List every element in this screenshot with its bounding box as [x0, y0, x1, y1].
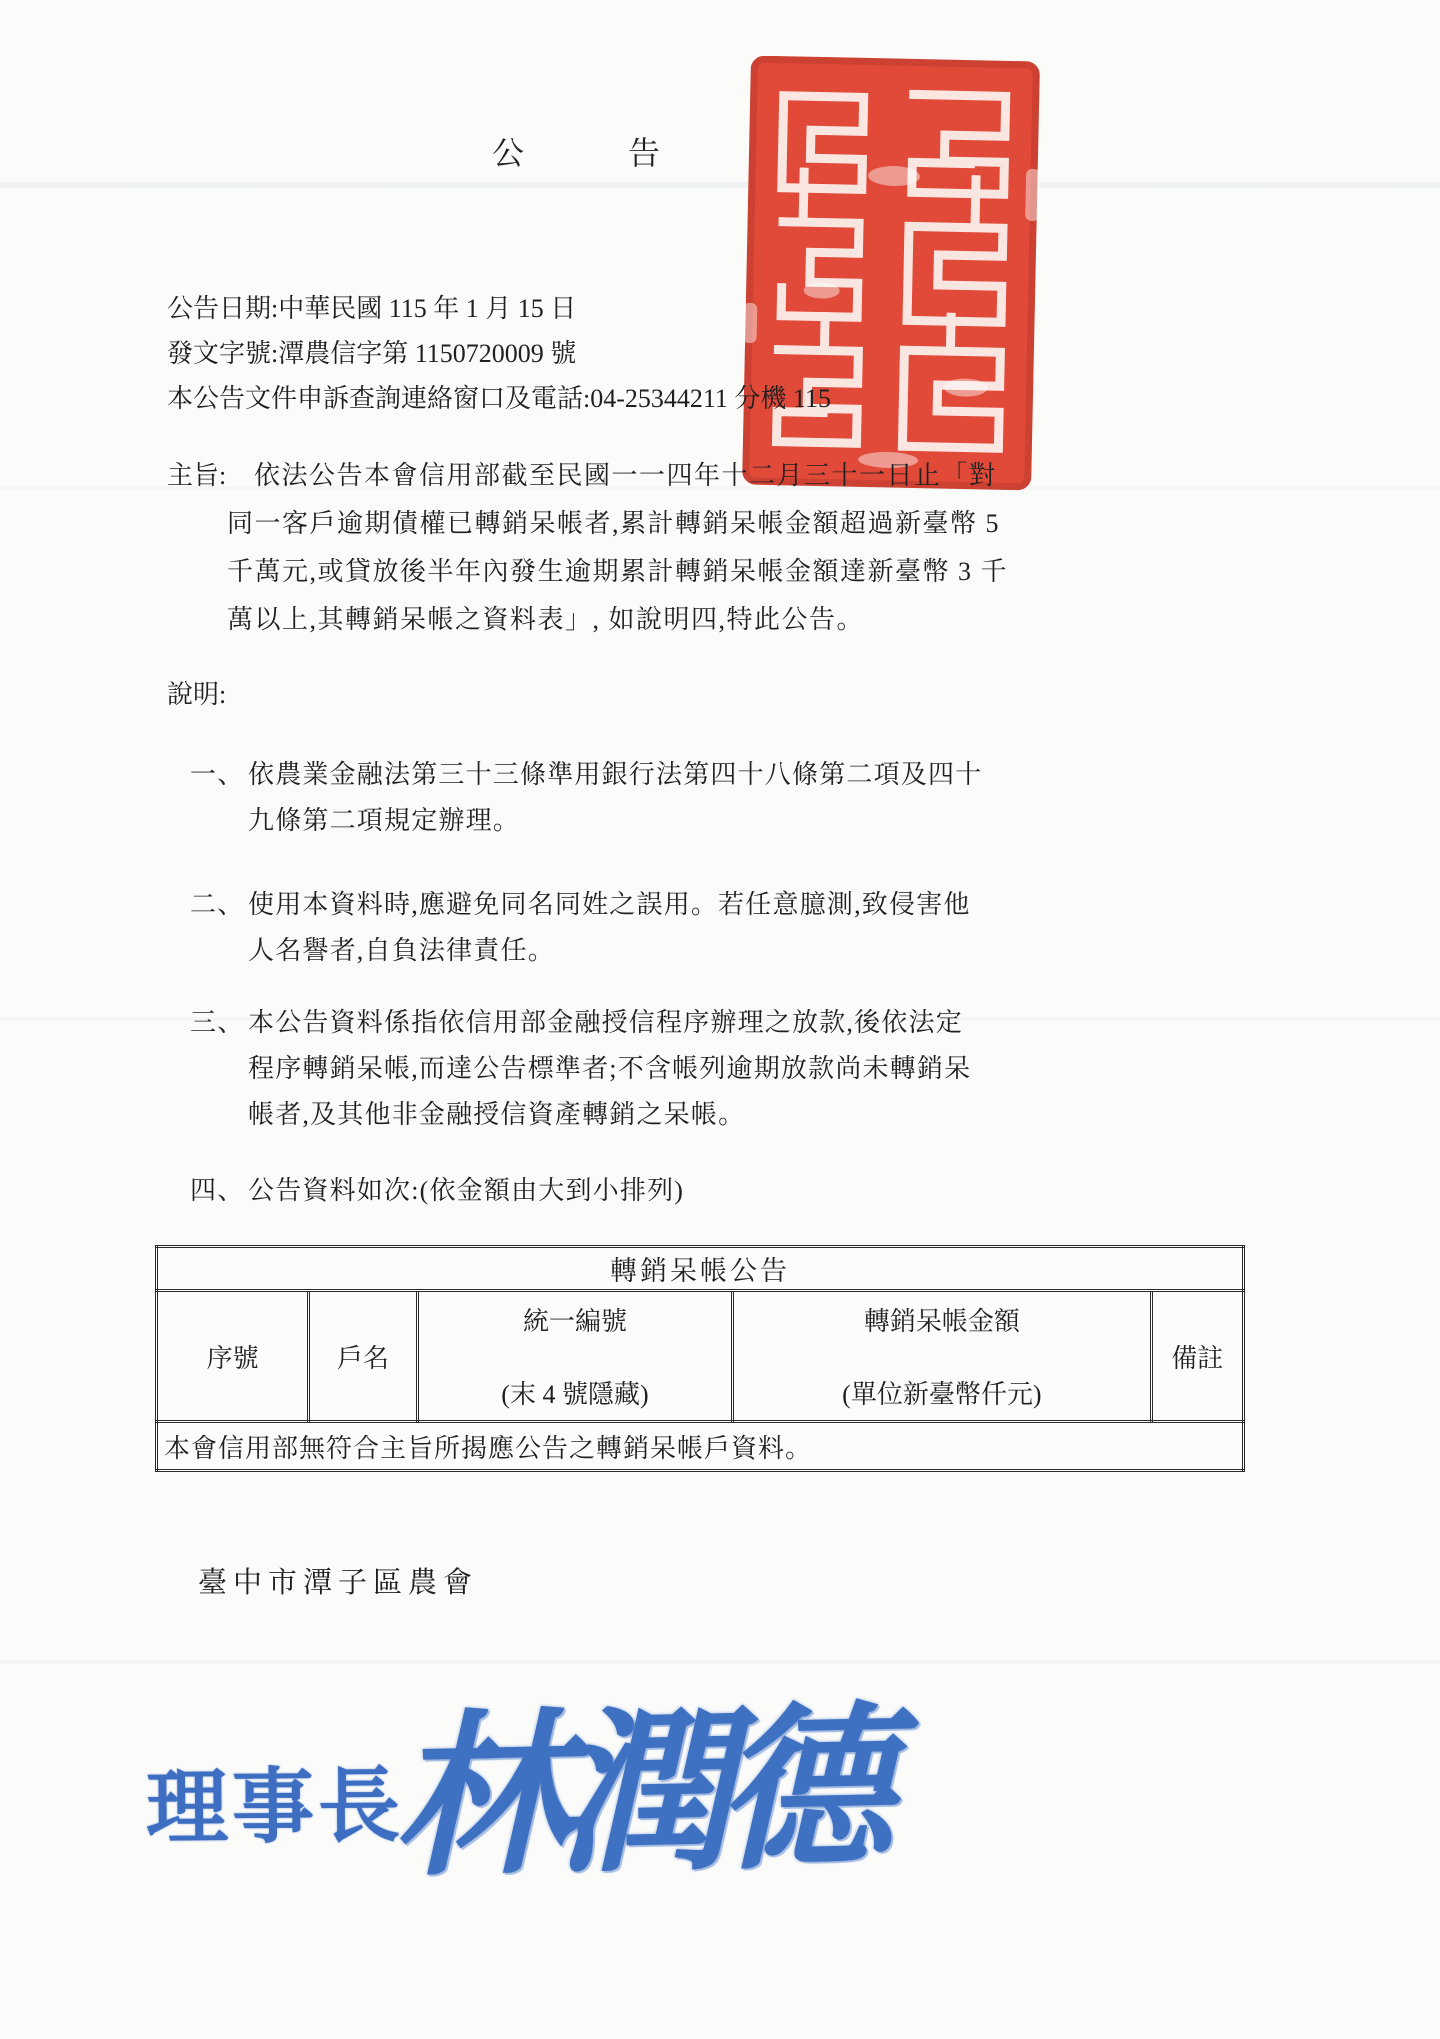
- table-footer-note: 本會信用部無符合主旨所揭應公告之轉銷呆帳戶資料。: [157, 1422, 1244, 1471]
- writeoff-announcement-table: [155, 1245, 1245, 1472]
- subject-block: [167, 452, 1047, 644]
- explanation-label: 說明:: [167, 680, 227, 709]
- explanation-item-2: [190, 882, 1000, 974]
- organization-name: 臺中市潭子區農會: [198, 1567, 479, 1599]
- col-header-amount: [733, 1291, 1152, 1422]
- item-number: 四、: [190, 1176, 245, 1205]
- chairman-name-stamp: 林潤德: [390, 1692, 881, 1899]
- explanation-item-1: [190, 752, 1000, 844]
- col-header-note: 備註: [1151, 1291, 1243, 1422]
- explanation-item-4: [190, 1168, 1000, 1214]
- col-header-uid: [417, 1291, 732, 1422]
- table-header-row: [157, 1291, 1244, 1422]
- announce-date-line: 公告日期:中華民國 115 年 1 月 15 日: [167, 294, 577, 323]
- subject-text: 依法公告本會信用部截至民國一一四年十二月三十一日止「對同一客戶逾期債權已轉銷呆帳者,累計轉銷呆帳金額超過新臺幣 5 千萬元,或貸放後半年內發生逾期累計轉銷呆帳金額達新臺幣 3 千萬以上,其轉銷呆帳之資料表」, 如說明四,特此公告。: [227, 461, 1009, 634]
- contact-phone-line: 本公告文件申訴查詢連絡窗口及電話:04-25344211 分機 115: [167, 384, 831, 413]
- col-header-amount-sub: (單位新臺幣仟元): [842, 1380, 1042, 1409]
- table-title-row: [157, 1247, 1244, 1291]
- item-number: 二、: [190, 890, 245, 919]
- item-text: 公告資料如次:(依金額由大到小排列): [248, 1176, 685, 1205]
- item-text: 使用本資料時,應避免同名同姓之誤用。若任意臆測,致侵害他人名譽者,自負法律責任。: [248, 890, 971, 965]
- official-red-seal: [742, 56, 1042, 492]
- item-text: 本公告資料係指依信用部金融授信程序辦理之放款,後依法定程序轉銷呆帳,而達公告標準者;不含帳列逾期放款尚未轉銷呆帳者,及其他非金融授信資產轉銷之呆帳。: [248, 1008, 972, 1129]
- doc-number-line: 發文字號:潭農信字第 1150720009 號: [167, 339, 577, 368]
- col-header-amount-label: 轉銷呆帳金額: [863, 1307, 1020, 1336]
- page-title: 公 告: [491, 135, 662, 171]
- col-header-account-name: 戶名: [309, 1291, 418, 1422]
- col-header-uid-sub: (末 4 號隱藏): [501, 1380, 649, 1409]
- explanation-item-3: [190, 1000, 1000, 1138]
- col-header-uid-label: 統一編號: [522, 1307, 627, 1336]
- col-header-serial: 序號: [157, 1291, 309, 1422]
- item-text: 依農業金融法第三十三條準用銀行法第四十八條第二項及四十九條第二項規定辦理。: [248, 760, 983, 835]
- table-title: 轉銷呆帳公告: [157, 1247, 1244, 1291]
- subject-label: 主旨:: [167, 461, 227, 490]
- item-number: 三、: [190, 1008, 245, 1037]
- meta-block: [167, 286, 1067, 421]
- item-number: 一、: [190, 760, 245, 789]
- table-footer-row: [157, 1422, 1244, 1471]
- chairman-title-stamp: 理事長: [145, 1760, 405, 1855]
